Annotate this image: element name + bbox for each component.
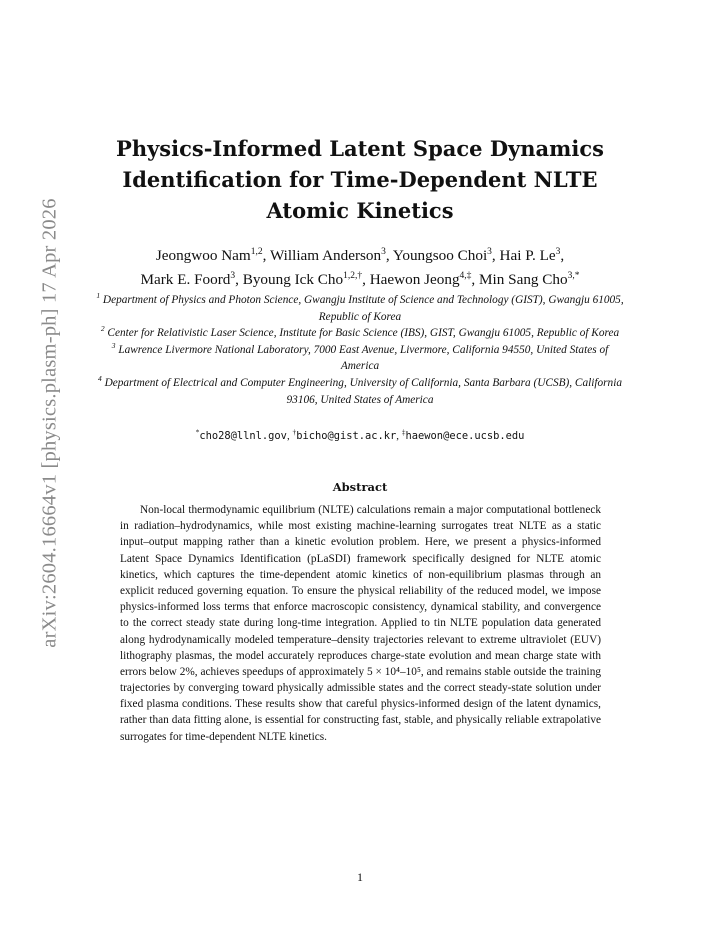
email-mark: *: [195, 427, 200, 437]
arxiv-identifier-stamp: [36, 197, 64, 648]
affiliation-text: Department of Physics and Photon Science, Gwangju Institute of Science and Technology (GIST), Gwangju 61005, Republic of Korea: [102, 294, 624, 323]
arxiv-identifier-text: arXiv:2604.16664v1 [physics.plasm-ph] 17 Apr 2026: [38, 197, 61, 648]
affiliation-text: Department of Electrical and Computer Engineering, University of California, Santa Barbara (UCSB), California 93106, United States of America: [104, 376, 622, 406]
author-name: Byoung Ick Cho: [242, 271, 344, 288]
contact-emails: *cho28@llnl.gov, †bicho@gist.ac.kr, ‡haewon@ece.ucsb.edu: [195, 427, 525, 442]
author: [479, 271, 579, 288]
author-name: Haewon Jeong: [369, 271, 460, 288]
affiliation-4: [92, 375, 628, 408]
affiliation-list: [92, 292, 628, 408]
author: [370, 271, 472, 288]
affiliation-2: [92, 325, 628, 342]
abstract-text: Non-local thermodynamic equilibrium (NLTE) calculations remain a major computational bottleneck in radiation–hydrodynamics, while most existing machine-learning surrogates treat NLTE as a static input–output mapping rather than a kinetic evolution problem. Here, we present a physics-informed Latent Space Dynamics Identification (pLaSDI) framework specifically designed for NLTE atomic kinetics, which captures the time-dependent atomic kinetics of non-equilibrium plasmas through an explicit reduced governing equation. To ensure the physical reliability of the reduced model, we impose physics-informed loss terms that enforce macroscopic consistency, dynamical stability, and convergence to the correct steady state during long-time integration. Applied to tin NLTE population data generated along hydrodynamically modeled temperature–density trajectories relevant to extreme ultraviolet (EUV) lithography plasmas, the model accurately reproduces charge-state evolution and mean charge state with errors below 2%, achieves speedups of approximately 5 × 10⁴–10⁵, and remains stable outside the training trajectories by converging toward physically admissible states and the correct steady-state solution under fixed plasma conditions. These results show that careful physics-informed design of the latent dynamics, rather than data fitting alone, is essential for constructing fast, stable, and physically reliable extrapolative surrogates for time-dependent NLTE kinetics.: [120, 504, 601, 743]
author-affiliation-mark: 4,‡: [459, 270, 472, 281]
author: [500, 247, 561, 264]
affiliation-mark: 2: [100, 324, 105, 334]
author-affiliation-mark: 3,*: [567, 270, 580, 281]
author-affiliation-mark: 3: [555, 246, 561, 257]
affiliation-mark: 4: [97, 374, 102, 384]
affiliation-3: [92, 342, 628, 375]
author-affiliation-mark: 1,2,†: [343, 270, 363, 281]
email-address-link[interactable]: cho28@llnl.gov: [199, 430, 287, 442]
author: [243, 271, 362, 288]
paper-title: Physics-Informed Latent Space Dynamics Identification for Time-Dependent NLTE Atomic Kinetics: [116, 136, 604, 223]
abstract-heading: Abstract: [332, 480, 388, 494]
email-mark: ‡: [401, 427, 406, 437]
author: [156, 247, 263, 264]
author: [393, 247, 492, 264]
author-name: William Anderson: [269, 247, 382, 264]
author-name: Jeongwoo Nam: [155, 247, 251, 264]
affiliation-text: Lawrence Livermore National Laboratory, 7000 East Avenue, Livermore, California 94550, United States of America: [118, 343, 609, 373]
author-affiliation-mark: 3: [487, 246, 492, 257]
email-mark: †: [292, 427, 297, 437]
affiliation-mark: 3: [111, 341, 116, 351]
email-address-link[interactable]: haewon@ece.ucsb.edu: [405, 430, 525, 442]
author-name: Min Sang Cho: [479, 271, 568, 288]
author-list: Jeongwoo Nam$^{1,2}$, William Anderson$^3$, Youngsoo Choi$^3$, Hai P. Le$^3$, Mark E. Foord$^3$, Byoung Ick Cho$^{1,2,\dagger}$, Haewon Jeong$^{4,\ddagger}$, Min Sang Cho$^{3,*}$: [140, 246, 580, 288]
page-number: 1: [357, 870, 363, 884]
affiliation-mark: 1: [96, 291, 101, 301]
author-affiliation-mark: 3: [381, 246, 386, 257]
affiliation-text: Center for Relativistic Laser Science, Institute for Basic Science (IBS), GIST, Gwangju 61005, Republic of Korea: [107, 327, 620, 340]
author-affiliation-mark: 3: [230, 270, 236, 281]
author-affiliation-mark: 1,2: [250, 246, 263, 257]
author-name: Hai P. Le: [499, 247, 556, 264]
author: [141, 271, 236, 288]
author-name: Youngsoo Choi: [392, 247, 488, 264]
affiliation-1: [92, 292, 628, 325]
author-name: Mark E. Foord: [140, 271, 231, 288]
email-address-link[interactable]: bicho@gist.ac.kr: [296, 430, 397, 442]
author: [270, 247, 386, 264]
